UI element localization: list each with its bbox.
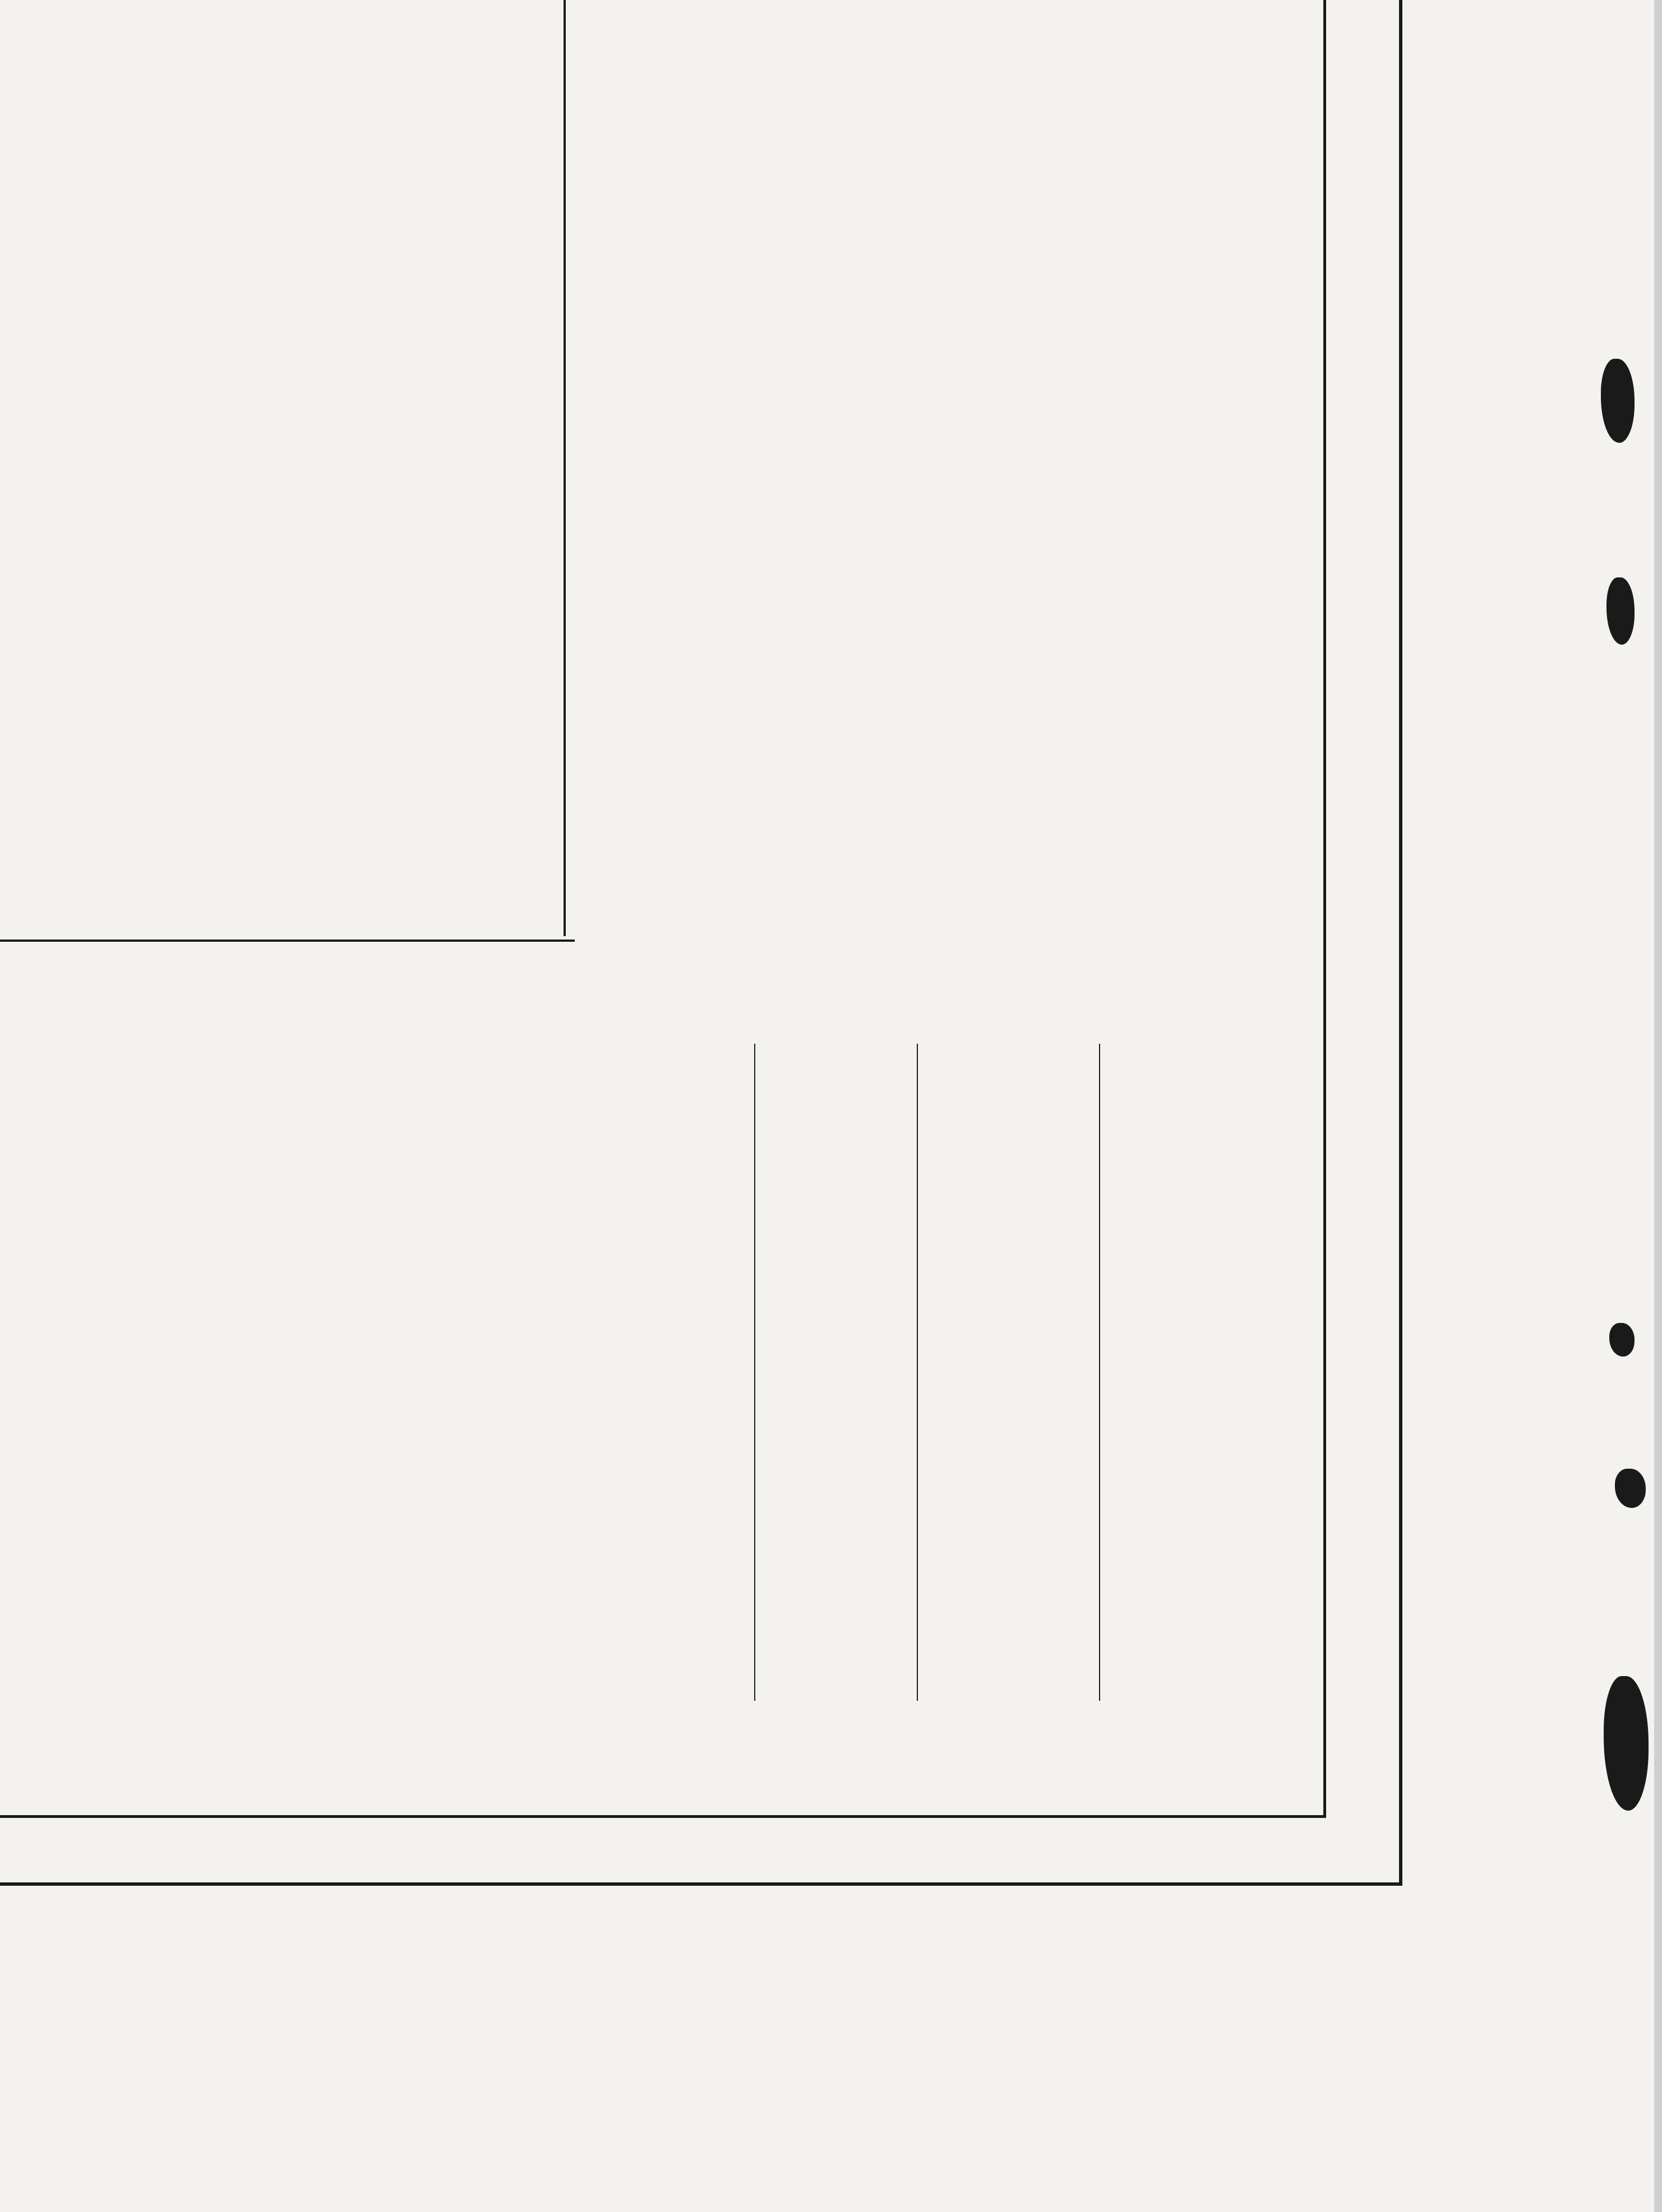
column-divider: [564, 0, 566, 936]
frame-inner-bottom: [0, 1815, 1326, 1818]
table-column-rule: [917, 1044, 918, 1701]
binding-blot: [1601, 359, 1635, 443]
frame-outer-right: [1399, 0, 1402, 1886]
frame-outer-bottom: [0, 1882, 1402, 1886]
frame-inner-right: [1323, 0, 1326, 1816]
railroad-statistics-table: [0, 0, 561, 931]
binding-blot: [1606, 577, 1635, 645]
binding-blot: [1615, 1469, 1646, 1508]
page-edge-shadow: [1654, 0, 1662, 2212]
table-column-rule: [1099, 1044, 1100, 1701]
section-divider: [0, 940, 575, 942]
table-column-rule: [754, 1044, 755, 1701]
binding-blot: [1604, 1676, 1649, 1811]
binding-blot: [1609, 1323, 1635, 1357]
